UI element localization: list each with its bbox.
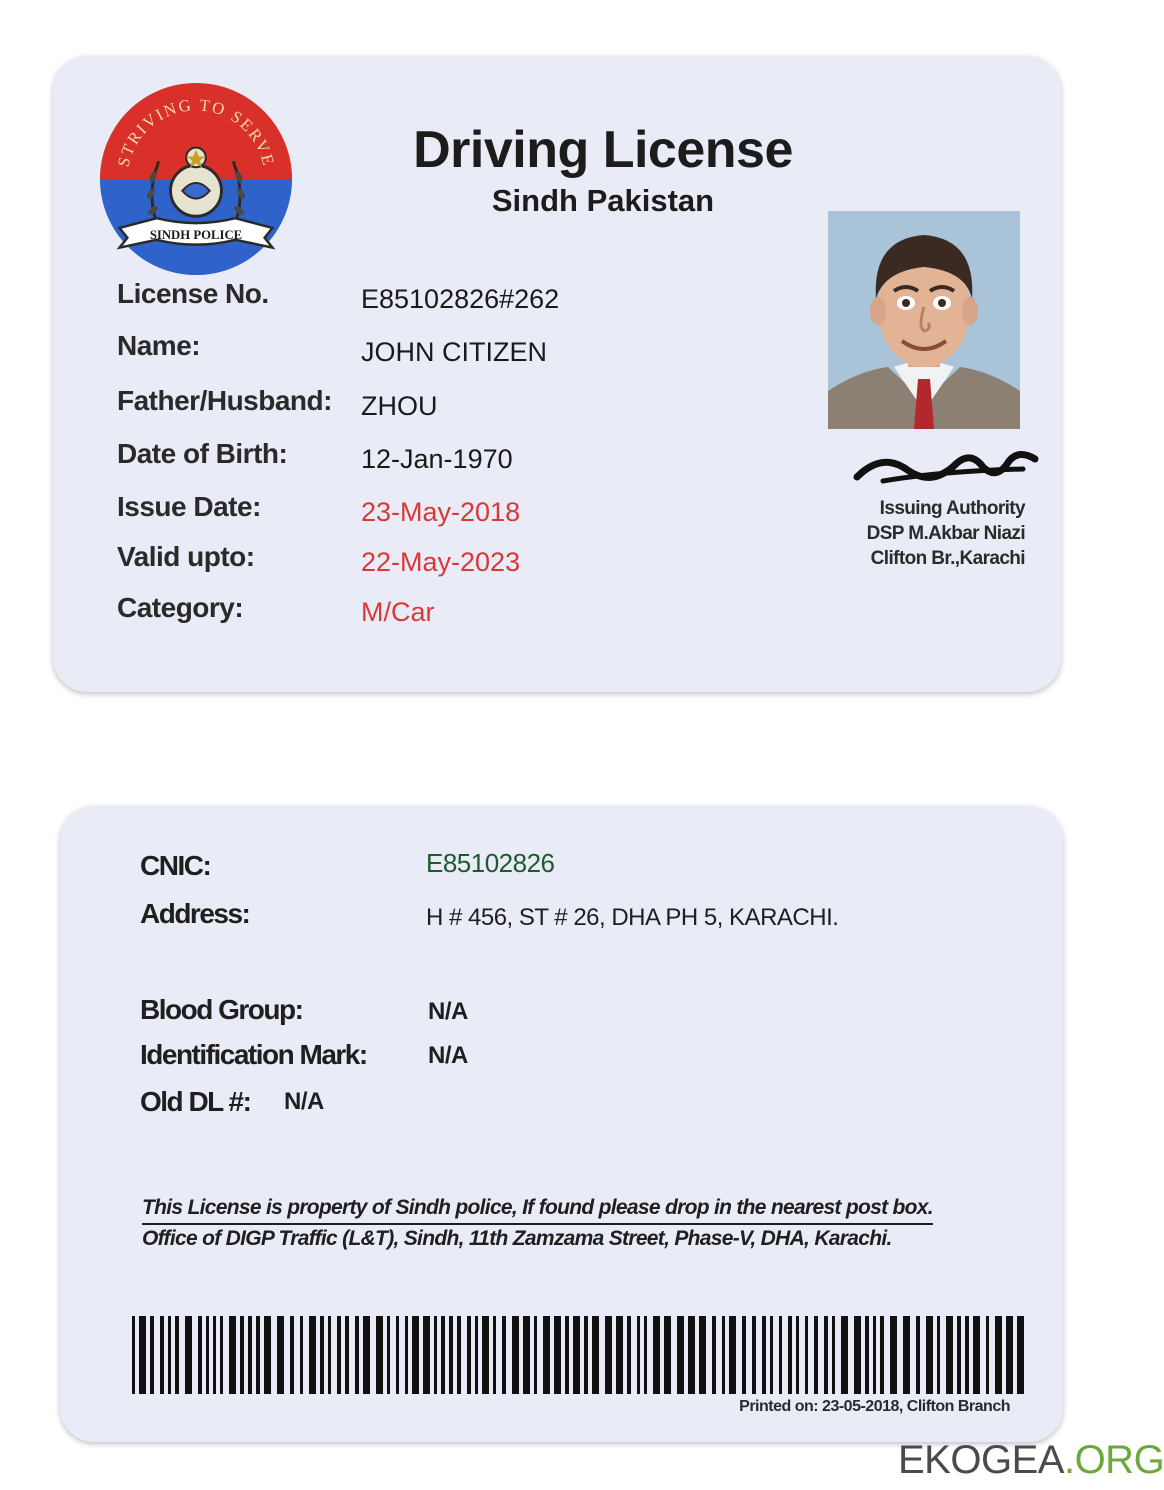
- barcode-bar: [865, 1316, 869, 1394]
- barcode-bar: [229, 1316, 236, 1394]
- disclaimer-line-1: This License is property of Sindh police, If found please drop in the nearest post box.: [142, 1194, 933, 1225]
- authority-line-3: Clifton Br.,Karachi: [870, 548, 1025, 569]
- valid-upto-label: Valid upto:: [117, 541, 255, 572]
- watermark-main: EKOGEA: [898, 1438, 1064, 1482]
- barcode-bar: [240, 1316, 244, 1394]
- barcode-bar: [592, 1316, 599, 1394]
- category-value: M/Car: [361, 597, 435, 627]
- barcode-bar: [534, 1316, 537, 1394]
- barcode-bar: [957, 1316, 961, 1394]
- printed-on: Printed on: 23-05-2018, Clifton Branch: [739, 1398, 1010, 1415]
- barcode-bar: [264, 1316, 271, 1394]
- barcode-bar: [220, 1316, 223, 1394]
- address-value: H # 456, ST # 26, DHA PH 5, KARACHI.: [426, 904, 839, 931]
- barcode-bar: [213, 1316, 216, 1394]
- old-dl-label: Old DL #:: [140, 1086, 251, 1117]
- barcode-bar: [916, 1316, 920, 1394]
- barcode-bar: [337, 1316, 341, 1394]
- svg-text:SINDH POLICE: SINDH POLICE: [149, 227, 243, 242]
- barcode-bar: [605, 1316, 612, 1394]
- barcode-bar: [475, 1316, 478, 1394]
- barcode-bar: [788, 1316, 792, 1394]
- barcode-bar: [573, 1316, 580, 1394]
- barcode-bar: [779, 1316, 782, 1394]
- barcode-bar: [185, 1316, 192, 1394]
- card-title: Driving License: [413, 121, 793, 179]
- barcode-bar: [1017, 1316, 1024, 1394]
- barcode-bar: [502, 1316, 506, 1394]
- barcode-bar: [854, 1316, 861, 1394]
- watermark-suffix: .ORG: [1063, 1438, 1164, 1482]
- barcode-bar: [995, 1316, 1002, 1394]
- issue-date-label: Issue Date:: [117, 491, 261, 522]
- barcode-bar: [742, 1316, 746, 1394]
- barcode-bar: [824, 1316, 828, 1394]
- barcode-bar: [664, 1316, 671, 1394]
- authority-line-2: DSP M.Akbar Niazi: [866, 523, 1025, 544]
- property-disclaimer: [142, 1194, 1022, 1253]
- sindh-police-seal: [98, 81, 294, 277]
- barcode-bar: [762, 1316, 766, 1394]
- father-husband-value: ZHOU: [361, 391, 438, 421]
- license-barcode: [132, 1316, 1028, 1394]
- barcode-bar: [965, 1316, 969, 1394]
- barcode-bar: [712, 1316, 716, 1394]
- barcode-bar: [168, 1316, 171, 1394]
- barcode-bar: [457, 1316, 461, 1394]
- barcode-bar: [132, 1316, 135, 1394]
- barcode-bar: [890, 1316, 897, 1394]
- barcode-bar: [405, 1316, 408, 1394]
- barcode-bar: [688, 1316, 695, 1394]
- identification-mark-value: N/A: [428, 1042, 468, 1069]
- barcode-bar: [637, 1316, 640, 1394]
- name-label: Name:: [117, 330, 201, 361]
- barcode-bar: [627, 1316, 631, 1394]
- barcode-bar: [345, 1316, 349, 1394]
- barcode-bar: [387, 1316, 390, 1394]
- license-back-card: [60, 806, 1063, 1442]
- barcode-bar: [175, 1316, 179, 1394]
- barcode-bar: [543, 1316, 550, 1394]
- card-subtitle: Sindh Pakistan: [491, 183, 715, 218]
- barcode-bar: [248, 1316, 252, 1394]
- barcode-bar: [880, 1316, 884, 1394]
- name-value: JOHN CITIZEN: [361, 337, 547, 367]
- barcode-bar: [699, 1316, 706, 1394]
- barcode-bar: [796, 1316, 799, 1394]
- barcode-bar: [523, 1316, 530, 1394]
- watermark: [898, 1438, 1164, 1483]
- cnic-label: CNIC:: [140, 850, 211, 881]
- barcode-bar: [355, 1316, 359, 1394]
- blood-group-label: Blood Group:: [140, 994, 303, 1025]
- barcode-bar: [320, 1316, 324, 1394]
- blood-group-value: N/A: [428, 998, 468, 1025]
- barcode-bar: [841, 1316, 848, 1394]
- old-dl-value: N/A: [284, 1088, 324, 1115]
- date-of-birth-label: Date of Birth:: [117, 438, 288, 469]
- issue-date-value: 23-May-2018: [361, 497, 521, 527]
- svg-text:STRIVING TO SERVE: STRIVING TO SERVE: [113, 95, 279, 169]
- barcode-bar: [328, 1316, 331, 1394]
- barcode-bar: [160, 1316, 164, 1394]
- barcode-bar: [722, 1316, 725, 1394]
- category-label: Category:: [117, 592, 244, 623]
- barcode-bar: [653, 1316, 660, 1394]
- barcode-bar: [512, 1316, 519, 1394]
- barcode-bar: [805, 1316, 808, 1394]
- barcode-bar: [198, 1316, 202, 1394]
- barcode-bar: [873, 1316, 876, 1394]
- barcode-bar: [423, 1316, 430, 1394]
- address-label: Address:: [140, 898, 250, 929]
- barcode-bar: [814, 1316, 818, 1394]
- valid-upto-value: 22-May-2023: [361, 547, 521, 577]
- barcode-bar: [277, 1316, 284, 1394]
- barcode-bar: [206, 1316, 209, 1394]
- barcode-bar: [449, 1316, 453, 1394]
- barcode-bar: [937, 1316, 940, 1394]
- barcode-bar: [441, 1316, 445, 1394]
- barcode-bar: [493, 1316, 496, 1394]
- barcode-bar: [903, 1316, 910, 1394]
- barcode-bar: [677, 1316, 684, 1394]
- barcode-bar: [554, 1316, 561, 1394]
- authority-line-1: Issuing Authority: [879, 498, 1025, 519]
- license-no-value: E85102826#262: [361, 284, 560, 314]
- date-of-birth-value: 12-Jan-1970: [361, 444, 513, 474]
- barcode-bar: [467, 1316, 471, 1394]
- barcode-bar: [1006, 1316, 1013, 1394]
- barcode-bar: [139, 1316, 146, 1394]
- barcode-bar: [150, 1316, 154, 1394]
- barcode-bar: [832, 1316, 835, 1394]
- barcode-bar: [363, 1316, 370, 1394]
- barcode-bar: [770, 1316, 773, 1394]
- barcode-bar: [616, 1316, 623, 1394]
- barcode-bar: [256, 1316, 260, 1394]
- barcode-bar: [309, 1316, 316, 1394]
- barcode-bar: [946, 1316, 953, 1394]
- barcode-bar: [482, 1316, 489, 1394]
- cnic-value: E85102826: [426, 848, 555, 878]
- identification-mark-label: Identification Mark:: [140, 1039, 367, 1070]
- barcode-bar: [986, 1316, 989, 1394]
- barcode-bar: [565, 1316, 569, 1394]
- father-husband-label: Father/Husband:: [117, 385, 332, 416]
- barcode-bar: [412, 1316, 419, 1394]
- authority-signature: [853, 441, 1043, 491]
- barcode-bar: [926, 1316, 933, 1394]
- barcode-bar: [644, 1316, 647, 1394]
- barcode-bar: [396, 1316, 399, 1394]
- barcode-bar: [752, 1316, 756, 1394]
- barcode-bar: [290, 1316, 294, 1394]
- barcode-bar: [973, 1316, 980, 1394]
- holder-photo: [828, 211, 1020, 429]
- issuing-authority: [803, 496, 1025, 571]
- barcode-bar: [584, 1316, 588, 1394]
- license-front-card: [53, 56, 1061, 692]
- license-no-label: License No.: [117, 278, 269, 309]
- barcode-bar: [434, 1316, 437, 1394]
- barcode-bar: [376, 1316, 383, 1394]
- barcode-bar: [300, 1316, 303, 1394]
- disclaimer-line-2: Office of DIGP Traffic (L&T), Sindh, 11th Zamzama Street, Phase-V, DHA, Karachi.: [142, 1227, 892, 1250]
- barcode-bar: [729, 1316, 736, 1394]
